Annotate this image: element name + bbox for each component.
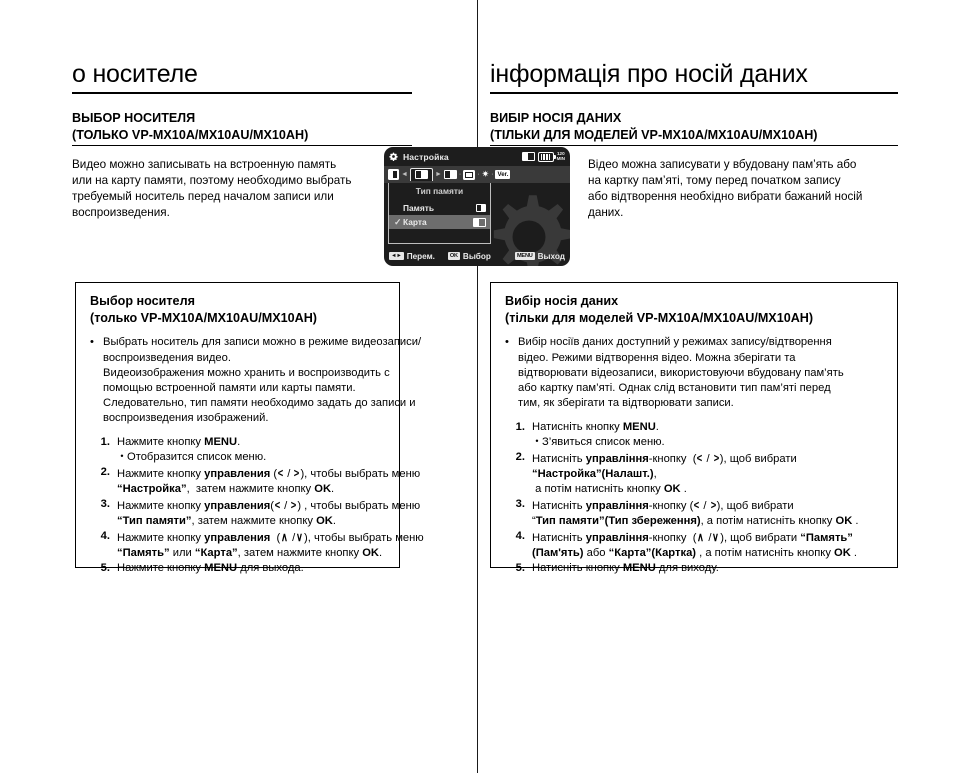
right-step-1: 1. Натисніть кнопку MENU. • З’явиться список меню. (505, 420, 885, 450)
left-step-4-line-1: Нажмите кнопку управления (∧ /∨), чтобы выбрать меню (117, 530, 424, 545)
right-step-4-line-2: (Пам'ять) або “Карта”(Картка) , а потім натисніть кнопку OK . (532, 547, 858, 560)
dpad-key-icon: ◄► (391, 253, 402, 259)
lcd-menu-title: Настройка (403, 151, 449, 162)
lock-icon[interactable] (388, 169, 399, 180)
lcd-menu-item-card[interactable] (389, 215, 490, 229)
right-step-2-line-1: Натисніть управління-кнопку (< / >), щоб вибрати (532, 450, 797, 465)
right-step-5-text: Натисніть кнопку MENU для виходу. (532, 562, 719, 575)
right-step-2-line-3: а потім натисніть кнопку OK . (532, 483, 687, 496)
lcd-tab-strip[interactable] (384, 166, 570, 183)
right-step-1-text: Натисніть кнопку MENU. (532, 420, 659, 433)
left-chapter-title: о носителе (72, 60, 412, 94)
lcd-status-icons (522, 152, 565, 162)
bullet-marker: • (90, 336, 94, 349)
left-box-title: Выбор носителя (только VP-MX10A/MX10AU/MX10AH) (90, 294, 318, 325)
tab-dot-separator: · (491, 171, 494, 178)
right-box-title: Вибір носія даних (тільки для моделей VP-MX10A/MX10AU/MX10AH) (505, 294, 814, 325)
left-step-1-text: Нажмите кнопку MENU. (117, 435, 241, 448)
down-arrow-icon: ∨ (712, 530, 720, 545)
left-step-2: 2. Нажмите кнопку управления (< / >), чтобы выбрать меню “Настройка”, затем нажмите кнопку OK. (90, 465, 387, 497)
lcd-hint-label: Перем. (406, 251, 435, 261)
left-section-heading: ВЫБОР НОСИТЕЛЯ (ТОЛЬКО VP-MX10A/MX10AU/MX10AH) (72, 110, 412, 146)
up-arrow-icon: ∧ (697, 530, 705, 545)
tab-prev-arrow-icon[interactable]: ◄ (401, 171, 408, 178)
battery-icon (538, 152, 554, 162)
left-step-5: 5. Нажмите кнопку MENU для выхода. (90, 561, 387, 576)
right-arrow-icon: > (291, 498, 297, 513)
lcd-hint-exit[interactable] (515, 252, 565, 261)
memory-type-icon (415, 170, 428, 179)
lcd-bottom-hint-bar (384, 246, 570, 266)
column-divider (477, 0, 478, 773)
right-step-3-line-2: “Тип памяти”(Тип збереження), а потім натисніть кнопку OK . (532, 515, 859, 528)
lcd-menu-item-label: Карта (403, 217, 427, 227)
left-box-bullet (90, 335, 422, 425)
right-arrow-icon: > (710, 498, 716, 513)
right-step-4: 4. Натисніть управління-кнопку (∧ /∨), щоб вибрати “Память” (Пам'ять) або “Карта”(Картка) , а потім натисніть кнопку OK . (505, 529, 885, 561)
right-step-1-sub: • З’явиться список меню. (532, 435, 665, 450)
right-step-5: 5. Натисніть кнопку MENU для виходу. (505, 561, 885, 576)
right-chapter-title: інформація про носій даних (490, 60, 898, 94)
lcd-hint-select[interactable] (448, 252, 491, 261)
lcd-top-bar (384, 147, 570, 166)
lcd-hint-label: Выход (537, 251, 565, 261)
right-box-bullet (505, 335, 885, 410)
left-step-4: 4. Нажмите кнопку управления (∧ /∨), чтобы выбрать меню “Память” или “Карта”, затем нажмите кнопку OK. (90, 529, 387, 561)
ok-key-icon: OK (449, 253, 458, 259)
left-step-4-line-2: “Память” или “Карта”, затем нажмите кнопку OK. (117, 547, 383, 560)
up-arrow-icon: ∧ (281, 530, 289, 545)
left-arrow-icon: < (274, 498, 281, 513)
internal-memory-icon (476, 204, 486, 212)
lcd-hint-move[interactable] (389, 252, 435, 261)
lcd-submenu-title: Тип памяти (415, 186, 464, 196)
down-arrow-icon: ∨ (296, 530, 304, 545)
left-arrow-icon: < (694, 498, 700, 513)
left-procedure-box (75, 282, 424, 575)
checkmark-icon: ✓ (394, 216, 402, 227)
lcd-hint-label: Выбор (462, 251, 491, 261)
right-step-2: 2. Натисніть управління-кнопку (< / >), щоб вибрати “Настройка”(Налашт.), а потім натисніть кнопку OK . (505, 450, 885, 497)
lcd-submenu-panel (388, 183, 491, 244)
right-step-3-line-1: Натисніть управління-кнопку (< / >), щоб вибрати (532, 498, 794, 513)
right-intro-paragraph: Відео можна записувати у вбудовану пам’ять або на картку пам’яті, тому перед початком запису або відтворення необхідно вибрати бажаний носій даних. (588, 158, 863, 220)
left-step-3: 3. Нажмите кнопку управления(< / >) , чтобы выбрать меню “Тип памяти”, затем нажмите кнопку OK. (90, 497, 387, 529)
left-step-3-line-2: “Тип памяти”, затем нажмите кнопку OK. (117, 515, 336, 528)
right-arrow-icon: > (294, 465, 300, 480)
tab-memory-type-selected[interactable] (410, 168, 433, 181)
version-icon[interactable]: Ver. (497, 171, 509, 178)
lcd-menu-item-label: Память (403, 203, 435, 213)
battery-time: 120 MIN (556, 150, 565, 161)
gear-icon (389, 152, 398, 161)
lcd-menu-item-memory[interactable] (389, 201, 490, 215)
tab-dot-separator: · (477, 171, 480, 178)
left-step-3-line-1: Нажмите кнопку управления(< / >) , чтобы выбрать меню (117, 498, 421, 513)
left-arrow-icon: < (697, 450, 703, 465)
menu-key-icon: MENU (516, 253, 533, 259)
right-step-4-line-1: Натисніть управління-кнопку (∧ /∨), щоб вибрати “Память” (532, 530, 853, 545)
bullet-marker: • (505, 336, 509, 349)
right-arrow-icon: > (713, 450, 720, 465)
left-step-1-sub: • Отобразится список меню. (117, 450, 266, 465)
left-bullet-text: Выбрать носитель для записи можно в режиме видеозаписи/ воспроизведения видео. Видеоизображения можно хранить и воспроизводить с помощью встроенной памяти или карты памяти. Следовательно, тип памяти необходимо задать до записи и воспроизведения изображений. (103, 336, 422, 424)
right-section-heading: ВИБІР НОСІЯ ДАНИХ (ТІЛЬКИ ДЛЯ МОДЕЛЕЙ VP-MX10A/MX10AU/MX10AH) (490, 110, 898, 146)
right-step-list (505, 420, 885, 577)
left-step-list (90, 435, 424, 577)
left-step-2-line-2: “Настройка”, затем нажмите кнопку OK. (117, 483, 335, 496)
display-icon[interactable] (463, 170, 475, 180)
left-step-2-line-1: Нажмите кнопку управления (< / >), чтобы выбрать меню (117, 465, 421, 480)
tab-dot-separator: · (458, 171, 462, 178)
sub-bullet-marker: • (120, 450, 124, 461)
left-intro-paragraph: Видео можно записывать на встроенную память или на карту памяти, поэтому необходимо выбрать требуемый носитель перед началом записи или воспроизведения. (72, 158, 352, 220)
right-bullet-text: Вибір носіїв даних доступний у режимах запису/відтворення відео. Режими відтворення відео. Можна зберігати та відтворювати відеозаписи, використовуючи вбудовану пам’ять або картку пам’яті. Однак слід встановити тип пам’яті перед тим, як зберігати та відтворювати записи. (518, 336, 844, 409)
beep-icon[interactable]: ✷ (481, 169, 490, 179)
sub-bullet-marker: • (535, 435, 539, 446)
right-procedure-box (490, 282, 898, 575)
left-step-1: 1. Нажмите кнопку MENU. • Отобразится список меню. (90, 435, 387, 465)
left-step-5-text: Нажмите кнопку MENU для выхода. (117, 562, 304, 575)
card-icon (473, 218, 486, 227)
camcorder-lcd-screenshot (384, 147, 570, 266)
tab-next-arrow-icon[interactable]: ► (434, 171, 442, 178)
right-step-2-line-2: “Настройка”(Налашт.), (532, 467, 657, 480)
right-step-3: 3. Натисніть управління-кнопку (< / >), щоб вибрати “Тип памяти”(Тип збереження), а потім натисніть кнопку OK . (505, 497, 885, 529)
left-arrow-icon: < (277, 465, 284, 480)
lcd-setting-icon[interactable] (444, 170, 457, 179)
card-icon (522, 152, 535, 161)
